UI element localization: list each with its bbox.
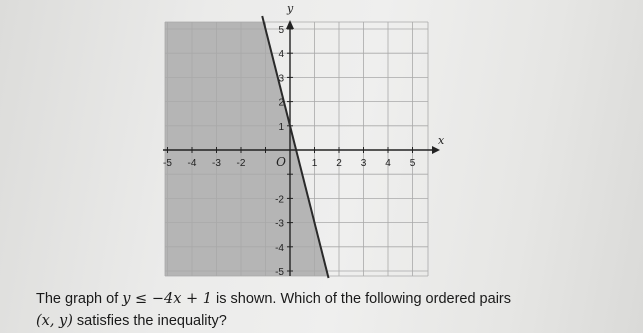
- y-tick-label: 4: [278, 49, 284, 61]
- y-tick-label: -4: [275, 242, 284, 254]
- ordered-pair-expression: (x, y): [36, 313, 73, 329]
- y-tick-label: 3: [278, 73, 284, 85]
- y-tick-label: 5: [278, 25, 284, 36]
- y-tick-label: 1: [278, 121, 284, 133]
- y-tick-label: -5: [275, 267, 284, 278]
- y-axis-label: y: [287, 2, 294, 15]
- y-tick-label: -2: [275, 194, 284, 206]
- x-tick-label: 2: [336, 158, 342, 169]
- y-axis-arrow: [286, 20, 294, 29]
- inequality-relation: ≤: [130, 291, 152, 307]
- inequality-expression: [122, 291, 212, 307]
- origin-label: O: [276, 155, 286, 169]
- question-end-text: satisfies the inequality?: [72, 313, 227, 329]
- x-tick-label: 4: [385, 158, 391, 169]
- question-lead-text: The graph of: [36, 291, 123, 307]
- y-tick-label: -3: [275, 218, 284, 230]
- question-text: [36, 288, 511, 332]
- x-tick-label: -4: [187, 158, 197, 169]
- x-tick-label: -3: [212, 158, 221, 169]
- x-tick-label: 3: [360, 158, 367, 169]
- question-tail-text: is shown. Which of the following ordered pairs: [211, 291, 511, 307]
- question-line-2: [36, 310, 511, 332]
- x-tick-label: 1: [311, 158, 318, 169]
- shaded-solution-region: [165, 22, 328, 276]
- y-tick-label: 2: [278, 97, 284, 109]
- x-axis-arrow: [432, 146, 440, 154]
- x-axis-label: x: [438, 134, 445, 147]
- x-tick-label: 5: [409, 158, 416, 169]
- inequality-lhs: y: [122, 291, 131, 307]
- x-tick-label: -2: [236, 158, 246, 169]
- inequality-rhs: −4x + 1: [151, 291, 212, 307]
- question-line-1: [36, 288, 511, 310]
- x-tick-label: -5: [163, 158, 172, 169]
